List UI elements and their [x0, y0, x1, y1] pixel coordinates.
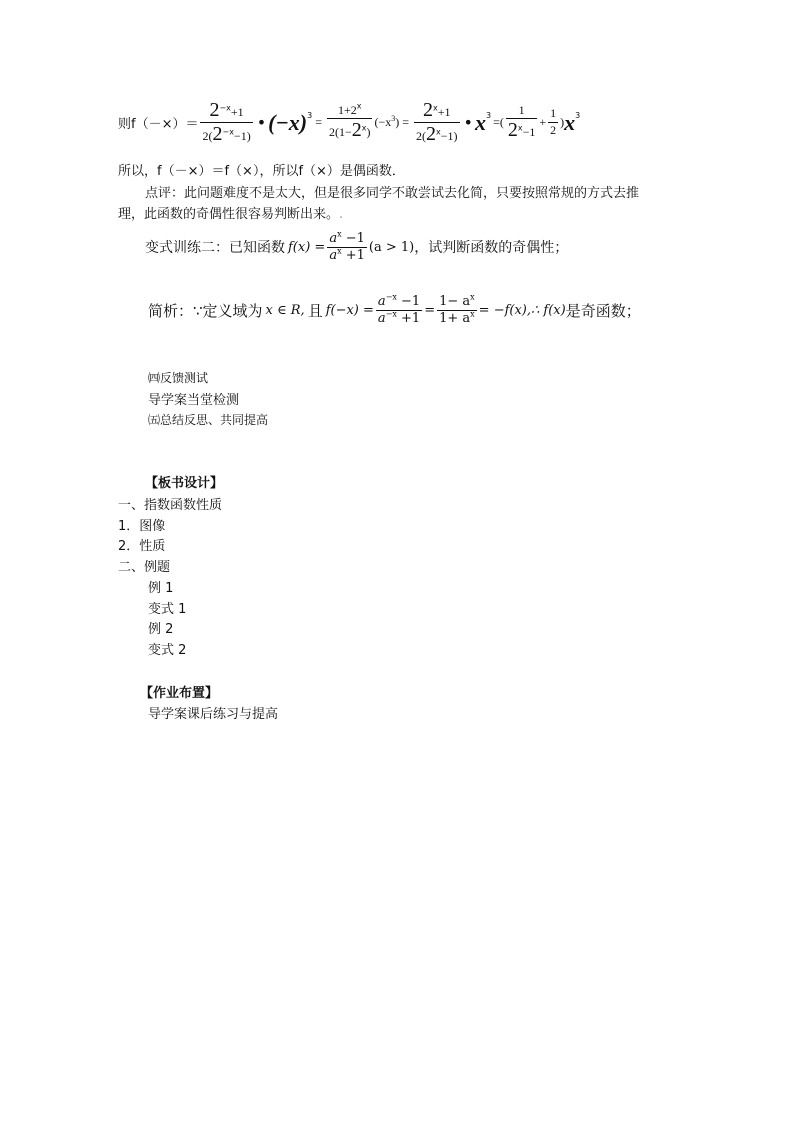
eq-sign-1: =: [315, 115, 322, 129]
plus-sign: +: [539, 115, 547, 129]
board-example-2: 例 2: [148, 622, 174, 637]
v2-num-tail: −1: [341, 231, 365, 246]
eq-sign-2: =: [402, 115, 410, 129]
f3-num-tail: +1: [437, 105, 451, 119]
comment-line-1: 点评：此问题难度不是太大，但是很多同学不敢尝试去化简，只要按照常规的方式去推: [145, 186, 640, 201]
a-d2-exp: x: [470, 309, 475, 319]
mid-x-base: (−x: [374, 115, 392, 129]
comment-dot: .: [339, 207, 344, 222]
eq-lead: 则f（－×）＝: [118, 117, 199, 132]
variant-2-fraction: [327, 229, 367, 263]
variant-2-lead: 变式训练二：已知函数: [145, 240, 285, 257]
comment-line-2-text: 理，此函数的奇偶性很容易判断出来。: [118, 207, 340, 222]
f1-num-exp: −x: [219, 103, 231, 113]
fraction-3: [414, 100, 460, 145]
v2-num: a: [329, 231, 338, 246]
f3-num: 2: [423, 99, 434, 121]
v2-num-exp: x: [337, 229, 342, 239]
section-5-heading: ㈤总结反思、共同提高: [148, 413, 269, 427]
f2-den-base: 2: [351, 119, 362, 142]
a-d2: 1+ a: [439, 310, 471, 326]
f3-num-exp: x: [433, 103, 438, 113]
fraction-1: [200, 100, 252, 145]
fraction-4: [506, 104, 538, 142]
eq-paren: =(: [493, 115, 504, 129]
f2-den-tail: ): [366, 125, 371, 140]
analysis-fraction-1: [376, 292, 422, 326]
a-n1-tail: −1: [396, 294, 421, 309]
analysis-and: 且: [307, 301, 323, 320]
board-variant-1: 变式 1: [148, 602, 187, 617]
close-paren: ): [560, 115, 565, 129]
analysis-line: [148, 292, 641, 326]
section-4-item: 导学案当堂检测: [148, 393, 240, 408]
f3-den-base: 2: [426, 123, 437, 145]
bullet-1: •: [256, 113, 267, 132]
variant-2-fx: f(x) =: [288, 239, 326, 255]
analysis-tail: 是奇函数；: [565, 301, 641, 320]
f3-den-tail: −1): [440, 129, 458, 143]
f1-den-pre: 2(: [202, 129, 213, 143]
f1-den-tail: −1): [233, 129, 251, 143]
mid-x: [374, 115, 399, 130]
analysis-lead: 简析：∵定义域为: [148, 301, 263, 320]
a-d1: a: [377, 310, 386, 326]
analysis-fnx: f(−x) =: [325, 302, 374, 318]
board-item-2: 2．性质: [118, 539, 166, 554]
f4-den-tail: −1: [522, 125, 536, 140]
variant-2-line: [145, 229, 569, 263]
f1-den-base: 2: [212, 123, 223, 145]
section-4-heading: ㈣反馈测试: [148, 371, 209, 385]
equation-even-derivation: 则f（－×）＝ $\frac{2^{-x}+1}{2(2^{-x}-1)}$ • (−x) 3 = $\frac{1+2^x}{2(1-2^x)}$ $(-x^3)$ = $\frac{2^x+1}{2(2^x-1)}$ • x 3 =( $\frac{1}{2^x-1}$ + $\frac{1}{2}$ ) x 3: [118, 99, 581, 145]
a-d1-exp: −x: [385, 309, 397, 319]
f3-den-pre: 2(: [416, 129, 427, 143]
a-n1: a: [377, 294, 386, 309]
f1-num-tail: +1: [230, 105, 244, 119]
v2-den-exp: x: [337, 246, 342, 256]
comment-line-2: [118, 203, 343, 222]
v2-den-tail: +1: [341, 247, 365, 263]
f5-num: 1: [550, 106, 557, 121]
homework-item: 导学案课后练习与提高: [148, 707, 279, 722]
mid-x-tail: ): [395, 115, 400, 129]
board-heading-2: 二、例题: [118, 560, 171, 575]
f2-num: 1+2: [337, 102, 357, 117]
f4-num: 1: [518, 102, 525, 117]
a-n2: 1− a: [439, 294, 471, 309]
x-cubed: x: [474, 109, 486, 135]
tail-x: x: [564, 109, 576, 135]
f2-num-exp: x: [356, 101, 362, 111]
f4-den: 2: [507, 119, 518, 142]
board-design-title: 【板书设计】: [145, 476, 224, 491]
variant-2-condition: (a > 1): [368, 239, 415, 255]
homework-title: 【作业布置】: [140, 686, 219, 701]
analysis-domain: x ∈ R,: [265, 302, 305, 318]
board-example-1: 例 1: [148, 581, 174, 596]
f2-den-pre: 2(1−: [328, 125, 352, 140]
analysis-rhs: = −f(x),∴ f(x): [478, 302, 566, 318]
f4-den-exp: x: [517, 123, 523, 133]
neg-x: (−x): [268, 109, 308, 135]
f1-num: 2: [209, 99, 220, 121]
f1-den-exp: −x: [222, 127, 234, 137]
f5-den: 2: [550, 123, 557, 137]
f3-den-exp: x: [436, 127, 441, 137]
v2-den: a: [329, 247, 338, 263]
bullet-2: •: [463, 113, 473, 132]
board-heading-1: 一、指数函数性质: [118, 498, 223, 513]
fraction-2: [327, 101, 373, 142]
analysis-eq: =: [424, 302, 436, 318]
board-variant-2: 变式 2: [148, 643, 187, 658]
board-item-1: 1．图像: [118, 519, 166, 534]
variant-2-tail: ，试判断函数的奇偶性；: [414, 240, 569, 257]
a-n2-exp: x: [470, 292, 475, 302]
a-d1-tail: +1: [396, 310, 421, 326]
a-n1-exp: −x: [385, 292, 397, 302]
line-even-conclusion: 所以，f（－×）＝f（×），所以f（×）是偶函数．: [118, 164, 405, 179]
f2-den-exp: x: [361, 123, 367, 133]
fraction-5: [548, 107, 558, 137]
analysis-fraction-2: [437, 292, 477, 326]
mid-x-exp: 3: [391, 114, 396, 123]
